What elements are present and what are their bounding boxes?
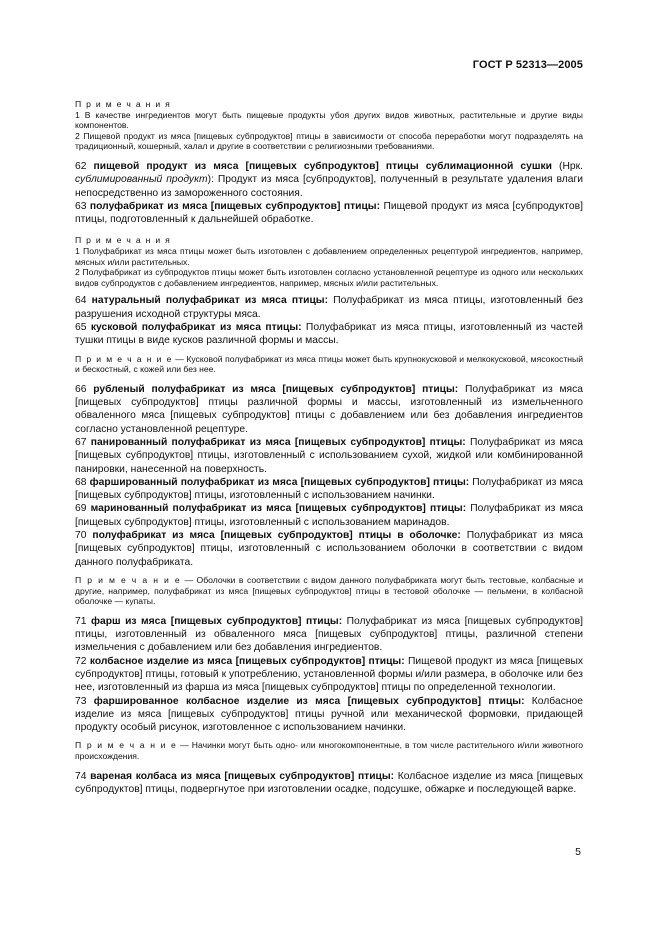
term-entry-72 bbox=[75, 655, 583, 695]
term-definition: Полуфабрикат из мяса птицы, изготовленный без разрушения исходной структуры мяса. bbox=[75, 295, 583, 320]
note-73 bbox=[75, 740, 583, 761]
term-entry-73 bbox=[75, 695, 583, 735]
note-label: П р и м е ч а н и е bbox=[75, 353, 173, 364]
note-label: П р и м е ч а н и е bbox=[75, 740, 178, 751]
term-name: фаршированный полуфабрикат из мяса [пищевых субпродуктов] птицы: bbox=[89, 476, 470, 488]
note-text: — Кусковой полуфабрикат из мяса птицы может быть крупнокусковой и мелкокусковой, мясокостный и бескостный, с кожей или без нее. bbox=[75, 353, 583, 375]
term-number: 67 bbox=[75, 436, 87, 448]
term-definition: Полуфабрикат из мяса [пищевых субпродуктов] птицы, изготовленный из обваленного мяса [пищевых субпродуктов] птицы, различной степени измельчения с добавлением или без добавления ингредиентов. bbox=[75, 615, 583, 654]
notes-label: П р и м е ч а н и я bbox=[75, 99, 172, 109]
term-name: натуральный полуфабрикат из мяса птицы: bbox=[91, 295, 329, 307]
note-65 bbox=[75, 354, 583, 375]
term-definition: Колбасное изделие из мяса [пищевых субпродуктов] птицы, подвергнутое при изготовлении осадке, подсушке, обжарке и последующей варке. bbox=[75, 770, 583, 795]
note-text: — Начинки могут быть одно- или многокомпонентные, в том числе растительного и/или животного происхождения. bbox=[75, 740, 583, 761]
term-name: полуфабрикат из мяса [пищевых субпродуктов] птицы в оболочке: bbox=[92, 530, 461, 542]
term-definition: ): Продукт из мяса [субпродуктов], полученный в результате удаления влаги непосредственно из замороженного состояния. bbox=[75, 174, 583, 199]
term-number: 63 bbox=[75, 200, 87, 212]
term-synonym: сублимированный продукт bbox=[75, 174, 208, 186]
term-entry-65 bbox=[75, 321, 583, 348]
term-name: колбасное изделие из мяса [пищевых субпродуктов] птицы: bbox=[89, 655, 405, 667]
term-entry-66 bbox=[75, 383, 583, 436]
term-definition: Полуфабрикат из мяса птицы, изготовленный из частей тушки птицы в виде кусков различной формы и массы. bbox=[75, 322, 583, 347]
term-number: 64 bbox=[75, 295, 87, 307]
term-definition: Полуфабрикат из мяса [пищевых субпродуктов] птицы, изготовленный с использованием оболочки в соответствии с видом данного полуфабриката. bbox=[75, 530, 583, 568]
document-code-header: ГОСТ Р 52313—2005 bbox=[472, 59, 583, 71]
term-number: 70 bbox=[75, 530, 87, 542]
term-name: рубленый полуфабрикат из мяса [пищевых субпродуктов] птицы: bbox=[93, 383, 459, 395]
term-name: фаршированное колбасное изделие из мяса [пищевых субпродуктов] птицы: bbox=[93, 695, 525, 707]
page-number: 5 bbox=[575, 846, 581, 858]
term-number: 73 bbox=[75, 695, 87, 707]
note-item: 1 В качестве ингредиентов могут быть пищевые продукты убоя других видов животных, растительные и другие виды компонентов. bbox=[75, 109, 583, 131]
note-70 bbox=[75, 575, 583, 607]
term-entry-62 bbox=[75, 160, 583, 200]
term-definition: Полуфабрикат из мяса [пищевых субпродуктов] птицы, изготовленный с использованием начинки. bbox=[75, 476, 583, 502]
term-definition: Пищевой продукт из мяса [пищевых субпродуктов] птицы, готовый к употреблению, установленной формы и/или размера, в оболочке или без нее, изготовленный из фарша из мяса [пищевых субпродуктов] птицы по определенной технологии. bbox=[75, 655, 583, 694]
term-entry-63 bbox=[75, 200, 583, 227]
term-definition: Колбасное изделие из мяса [пищевых субпродуктов] птицы ручной или механической формовки, придающей продукту особый рисунок, изготовленное с использованием начинки. bbox=[75, 695, 583, 734]
term-name: вареная колбаса из мяса [пищевых субпродуктов] птицы: bbox=[90, 770, 395, 782]
term-number: 66 bbox=[75, 383, 87, 395]
term-name: кусковой полуфабрикат из мяса птицы: bbox=[90, 322, 302, 334]
note-label: П р и м е ч а н и е bbox=[75, 574, 181, 585]
term-number: 68 bbox=[75, 476, 87, 488]
term-name: полуфабрикат из мяса [пищевых субпродуктов] птицы: bbox=[89, 200, 380, 212]
term-entry-64 bbox=[75, 294, 583, 321]
term-name: пищевой продукт из мяса [пищевых субпродуктов] птицы сублимационной сушки bbox=[93, 160, 552, 172]
term-number: 71 bbox=[75, 615, 87, 627]
note-item: 2 Пищевой продукт из мяса [пищевых субпродуктов] птицы в зависимости от способа переработки могут подразделять на традиционный, кошерный, халал и другие в соответствии с религиозными требованиями. bbox=[75, 130, 583, 152]
term-entry-71 bbox=[75, 615, 583, 655]
term-number: 65 bbox=[75, 322, 87, 334]
term-number: 74 bbox=[75, 770, 87, 782]
term-definition: Полуфабрикат из мяса [пищевых субпродуктов] птицы, изготовленный с использованием сухой, жидкой или комбинированной панировки, нанесенной на поверхность. bbox=[75, 436, 583, 475]
term-entry-70 bbox=[75, 529, 583, 569]
term-name: фарш из мяса [пищевых субпродуктов] птицы: bbox=[90, 615, 343, 627]
term-name: панированный полуфабрикат из мяса [пищевых субпродуктов] птицы: bbox=[90, 436, 466, 448]
note-item: 2 Полуфабрикат из субпродуктов птицы может быть изготовлен согласно установленной рецептуре из одного или нескольких видов субпродуктов с добавлением ингредиентов, например, мясных и/или растительных. bbox=[75, 267, 583, 288]
term-number: 72 bbox=[75, 655, 87, 667]
page-content bbox=[75, 96, 583, 796]
note-text: — Оболочки в соответствии с видом данного полуфабриката могут быть тестовые, колбасные и другие, например, полуфабрикат из мяса [пищевых субпродуктов] птицы в тестовой оболочке — пельмени, в колбасной оболочке — купаты. bbox=[75, 574, 584, 607]
term-definition: Полуфабрикат из мяса [пищевых субпродуктов] птицы, изготовленный с использованием маринадов. bbox=[75, 503, 583, 528]
note-item: 1 Полуфабрикат из мяса птицы может быть изготовлен с добавлением определенных рецептурой ингредиентов, например, мясных и/или растительных. bbox=[75, 246, 583, 267]
term-entry-67 bbox=[75, 436, 583, 476]
term-number: 69 bbox=[75, 503, 87, 515]
term-entry-68 bbox=[75, 476, 583, 503]
term-entry-69 bbox=[75, 502, 583, 529]
notes-label: П р и м е ч а н и я bbox=[75, 235, 172, 246]
term-number: 62 bbox=[75, 160, 87, 172]
term-entry-74 bbox=[75, 770, 583, 797]
term-definition: (Нрк. bbox=[551, 160, 583, 172]
term-name: маринованный полуфабрикат из мяса [пищевых субпродуктов] птицы: bbox=[90, 503, 467, 515]
term-definition: Полуфабрикат из мяса [пищевых субпродуктов] птицы различной формы и массы, изготовленный из измельченного обваленного мяса [пищевых субпродуктов] птицы с добавлением или без добавления ингредиентов согласно установленной рецептуре. bbox=[75, 383, 583, 435]
term-definition: Пищевой продукт из мяса [субпродуктов] птицы, подготовленный к дальнейшей обработке. bbox=[75, 200, 583, 226]
